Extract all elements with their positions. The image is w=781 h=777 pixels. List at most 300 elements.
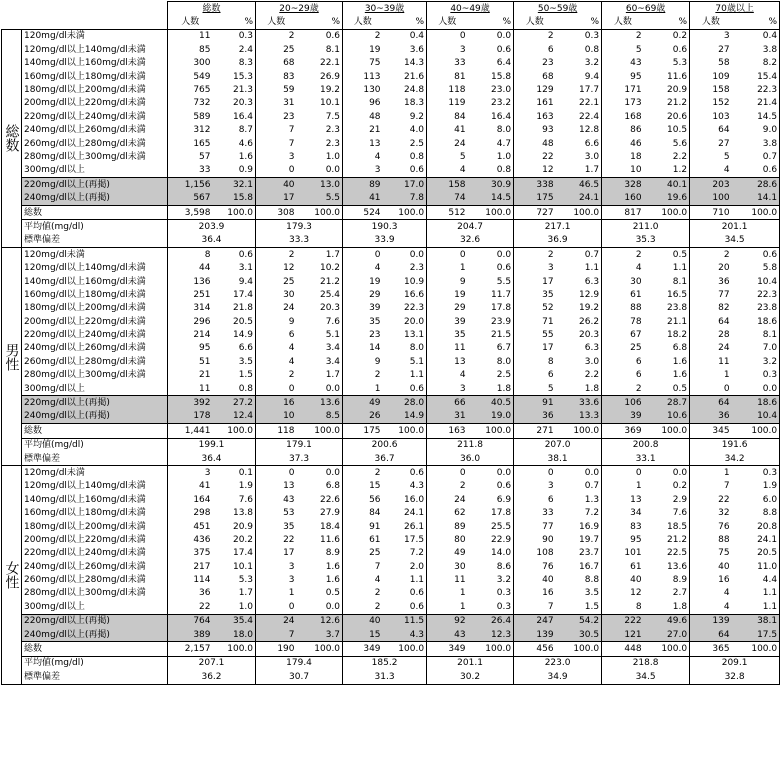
pct-cell: 14.5 — [468, 191, 514, 205]
count-cell: 40 — [690, 560, 732, 573]
pct-cell: 10.4 — [732, 275, 780, 288]
pct-cell: 8.7 — [213, 124, 256, 137]
row-label: 120mg/dl以上140mg/dl未満 — [22, 43, 168, 56]
table-row — [2, 480, 780, 493]
count-cell: 0 — [690, 382, 732, 396]
pct-cell: 21.5 — [468, 328, 514, 341]
count-cell: 27 — [690, 43, 732, 56]
count-cell: 88 — [602, 302, 644, 315]
count-cell: 152 — [690, 97, 732, 110]
count-cell: 80 — [427, 533, 468, 546]
count-cell: 3 — [514, 261, 556, 274]
count-cell: 163 — [427, 424, 468, 438]
sd-cell: 30.2 — [427, 670, 514, 684]
count-cell: 29 — [427, 302, 468, 315]
count-cell: 91 — [514, 396, 556, 410]
count-cell: 9 — [427, 275, 468, 288]
count-cell: 17 — [256, 547, 297, 560]
count-cell: 13 — [427, 355, 468, 368]
count-cell: 1 — [427, 261, 468, 274]
pct-cell: 8.1 — [297, 43, 343, 56]
pct-cell: 24.1 — [556, 191, 602, 205]
pct-cell: 10.9 — [383, 275, 427, 288]
row-label: 200mg/dl以上220mg/dl未満 — [22, 533, 168, 546]
count-cell: 0 — [427, 248, 468, 262]
pct-cell: 100.0 — [732, 424, 780, 438]
pct-cell: 14.5 — [732, 110, 780, 123]
pct-cell: 3.2 — [556, 57, 602, 70]
count-cell: 7 — [256, 628, 297, 642]
sd-cell: 36.9 — [514, 234, 602, 248]
header-group-3 — [427, 2, 514, 16]
pct-cell: 1.3 — [556, 493, 602, 506]
row-label: 300mg/dl以上 — [22, 600, 168, 614]
pct-cell: 22.4 — [556, 110, 602, 123]
cholesterol-table-container — [1, 1, 780, 685]
header-group-5 — [602, 2, 690, 16]
count-cell: 436 — [168, 533, 213, 546]
pct-cell: 1.2 — [644, 164, 690, 178]
count-cell: 2 — [256, 369, 297, 382]
mean-cell: 200.6 — [343, 438, 427, 452]
header-pct: % — [468, 15, 514, 29]
pct-cell: 13.3 — [556, 410, 602, 424]
count-cell: 2 — [343, 369, 383, 382]
count-cell: 113 — [343, 70, 383, 83]
pct-cell: 6.7 — [468, 342, 514, 355]
pct-cell: 18.4 — [297, 520, 343, 533]
pct-cell: 22.9 — [468, 533, 514, 546]
count-cell: 308 — [256, 205, 297, 219]
pct-cell: 5.5 — [468, 275, 514, 288]
count-cell: 2 — [256, 248, 297, 262]
header-pct: % — [556, 15, 602, 29]
pct-cell: 8.8 — [556, 573, 602, 586]
pct-cell: 4.3 — [383, 480, 427, 493]
count-cell: 48 — [343, 110, 383, 123]
count-cell: 66 — [427, 396, 468, 410]
count-cell: 25 — [256, 275, 297, 288]
pct-cell: 2.5 — [468, 369, 514, 382]
pct-cell: 17.7 — [556, 83, 602, 96]
pct-cell: 21.2 — [297, 275, 343, 288]
count-cell: 57 — [168, 150, 213, 163]
pct-cell: 17.4 — [213, 547, 256, 560]
pct-cell: 8.2 — [732, 57, 780, 70]
recap-row — [2, 191, 780, 205]
count-cell: 11 — [427, 573, 468, 586]
pct-cell: 27.0 — [644, 628, 690, 642]
row-label: 160mg/dl以上180mg/dl未満 — [22, 70, 168, 83]
mean-cell: 209.1 — [690, 656, 780, 670]
mean-cell: 217.1 — [514, 220, 602, 234]
pct-cell: 23.8 — [732, 302, 780, 315]
pct-cell: 100.0 — [383, 424, 427, 438]
count-cell: 345 — [690, 424, 732, 438]
pct-cell: 20.5 — [732, 547, 780, 560]
pct-cell: 7.6 — [297, 315, 343, 328]
pct-cell: 0.5 — [297, 587, 343, 600]
row-label: 180mg/dl以上200mg/dl未満 — [22, 83, 168, 96]
pct-cell: 3.2 — [468, 573, 514, 586]
header-group-label: 30~39歳 — [364, 3, 405, 14]
pct-cell: 15.8 — [213, 191, 256, 205]
table-row — [2, 600, 780, 614]
count-cell: 30 — [427, 560, 468, 573]
count-cell: 46 — [602, 137, 644, 150]
count-cell: 17 — [514, 342, 556, 355]
count-cell: 567 — [168, 191, 213, 205]
count-cell: 34 — [602, 506, 644, 519]
recap-row — [2, 396, 780, 410]
pct-cell: 2.5 — [383, 137, 427, 150]
pct-cell: 0.0 — [383, 248, 427, 262]
pct-cell: 8.9 — [297, 547, 343, 560]
count-cell: 29 — [343, 288, 383, 301]
count-cell: 7 — [343, 560, 383, 573]
count-cell: 22 — [256, 533, 297, 546]
header-sub-row — [2, 15, 780, 29]
pct-cell: 100.0 — [468, 642, 514, 656]
pct-cell: 12.9 — [556, 288, 602, 301]
pct-cell: 15.8 — [468, 70, 514, 83]
count-cell: 2 — [602, 248, 644, 262]
cholesterol-distribution-table — [1, 1, 780, 685]
pct-cell: 14.1 — [732, 191, 780, 205]
count-cell: 4 — [256, 342, 297, 355]
pct-cell: 1.1 — [732, 587, 780, 600]
count-cell: 64 — [690, 315, 732, 328]
sd-cell: 36.2 — [168, 670, 256, 684]
header-pct: % — [644, 15, 690, 29]
recap-row — [2, 614, 780, 628]
mean-cell: 211.8 — [427, 438, 514, 452]
count-cell: 175 — [514, 191, 556, 205]
count-cell: 296 — [168, 315, 213, 328]
pct-cell: 1.0 — [297, 150, 343, 163]
pct-cell: 1.6 — [644, 369, 690, 382]
pct-cell: 21.4 — [732, 97, 780, 110]
count-cell: 1 — [427, 600, 468, 614]
row-label: 240mg/dl以上260mg/dl未満 — [22, 124, 168, 137]
header-group-4 — [514, 2, 602, 16]
pct-cell: 0.8 — [383, 150, 427, 163]
pct-cell: 1.6 — [644, 355, 690, 368]
pct-cell: 23.8 — [644, 302, 690, 315]
header-group-6 — [690, 2, 780, 16]
mean-cell: 201.1 — [690, 220, 780, 234]
pct-cell: 2.2 — [644, 150, 690, 163]
count-cell: 75 — [343, 57, 383, 70]
recap-row — [2, 410, 780, 424]
count-cell: 175 — [343, 424, 383, 438]
count-cell: 61 — [602, 560, 644, 573]
count-cell: 83 — [602, 520, 644, 533]
pct-cell: 1.6 — [297, 560, 343, 573]
pct-cell: 100.0 — [468, 205, 514, 219]
header-corner-sub — [2, 15, 168, 29]
pct-cell: 30.9 — [468, 178, 514, 192]
count-cell: 7 — [256, 124, 297, 137]
count-cell: 40 — [602, 573, 644, 586]
pct-cell: 0.6 — [644, 43, 690, 56]
count-cell: 0 — [427, 29, 468, 43]
count-cell: 11 — [427, 342, 468, 355]
pct-cell: 0.7 — [732, 150, 780, 163]
header-group-label: 20~29歳 — [279, 3, 319, 14]
header-pct: % — [732, 15, 780, 29]
pct-cell: 25.5 — [468, 520, 514, 533]
pct-cell: 1.5 — [213, 369, 256, 382]
pct-cell: 13.6 — [644, 560, 690, 573]
count-cell: 5 — [514, 382, 556, 396]
count-cell: 7 — [514, 600, 556, 614]
pct-cell: 1.1 — [383, 573, 427, 586]
table-row — [2, 369, 780, 382]
count-cell: 168 — [602, 110, 644, 123]
count-cell: 1 — [690, 466, 732, 480]
table-row — [2, 110, 780, 123]
count-cell: 16 — [690, 573, 732, 586]
mean-cell: 207.0 — [514, 438, 602, 452]
row-label: 220mg/dl以上(再掲) — [22, 396, 168, 410]
count-cell: 41 — [427, 124, 468, 137]
pct-cell: 19.7 — [556, 533, 602, 546]
count-cell: 74 — [427, 191, 468, 205]
pct-cell: 0.4 — [383, 29, 427, 43]
pct-cell: 100.0 — [556, 424, 602, 438]
row-label: 240mg/dl以上(再掲) — [22, 410, 168, 424]
pct-cell: 23.2 — [468, 97, 514, 110]
pct-cell: 0.2 — [644, 480, 690, 493]
header-pct: % — [213, 15, 256, 29]
count-cell: 298 — [168, 506, 213, 519]
pct-cell: 35.4 — [213, 614, 256, 628]
count-cell: 2 — [343, 29, 383, 43]
pct-cell: 21.2 — [644, 533, 690, 546]
count-cell: 158 — [690, 83, 732, 96]
count-cell: 24 — [690, 342, 732, 355]
pct-cell: 100.0 — [383, 205, 427, 219]
count-cell: 39 — [343, 302, 383, 315]
count-cell: 4 — [343, 573, 383, 586]
row-label: 平均値(mg/dl) — [22, 438, 168, 452]
count-cell: 61 — [602, 288, 644, 301]
count-cell: 3 — [256, 560, 297, 573]
count-cell: 349 — [427, 642, 468, 656]
pct-cell: 0.6 — [468, 261, 514, 274]
pct-cell: 54.2 — [556, 614, 602, 628]
count-cell: 1 — [256, 587, 297, 600]
count-cell: 18 — [602, 150, 644, 163]
pct-cell: 17.4 — [213, 288, 256, 301]
count-cell: 75 — [690, 547, 732, 560]
count-cell: 31 — [256, 97, 297, 110]
count-cell: 2 — [514, 248, 556, 262]
sd-row — [2, 452, 780, 466]
pct-cell: 20.3 — [556, 328, 602, 341]
pct-cell: 19.6 — [644, 191, 690, 205]
pct-cell: 21.8 — [213, 302, 256, 315]
pct-cell: 1.1 — [556, 261, 602, 274]
pct-cell: 5.6 — [644, 137, 690, 150]
table-row — [2, 520, 780, 533]
pct-cell: 100.0 — [732, 642, 780, 656]
count-cell: 86 — [602, 124, 644, 137]
count-cell: 817 — [602, 205, 644, 219]
pct-cell: 9.4 — [556, 70, 602, 83]
total-row — [2, 424, 780, 438]
count-cell: 118 — [256, 424, 297, 438]
row-label: 120mg/dl以上140mg/dl未満 — [22, 480, 168, 493]
count-cell: 338 — [514, 178, 556, 192]
mean-row — [2, 438, 780, 452]
pct-cell: 0.0 — [297, 600, 343, 614]
pct-cell: 3.6 — [383, 43, 427, 56]
pct-cell: 26.2 — [556, 315, 602, 328]
pct-cell: 4.3 — [383, 628, 427, 642]
pct-cell: 14.9 — [383, 410, 427, 424]
header-count: 人数 — [343, 15, 383, 29]
pct-cell: 20.2 — [213, 533, 256, 546]
count-cell: 365 — [690, 642, 732, 656]
count-cell: 11 — [168, 382, 213, 396]
pct-cell: 12.8 — [556, 124, 602, 137]
row-label: 160mg/dl以上180mg/dl未満 — [22, 506, 168, 519]
pct-cell: 16.0 — [383, 493, 427, 506]
count-cell: 158 — [427, 178, 468, 192]
pct-cell: 1.8 — [468, 382, 514, 396]
pct-cell: 2.7 — [644, 587, 690, 600]
pct-cell: 7.2 — [556, 506, 602, 519]
pct-cell: 6.0 — [732, 493, 780, 506]
count-cell: 114 — [168, 573, 213, 586]
count-cell: 0 — [256, 600, 297, 614]
count-cell: 35 — [427, 328, 468, 341]
pct-cell: 11.7 — [468, 288, 514, 301]
count-cell: 43 — [602, 57, 644, 70]
count-cell: 10 — [602, 164, 644, 178]
count-cell: 24 — [427, 137, 468, 150]
section-label: 男性 — [2, 248, 22, 466]
pct-cell: 28.6 — [732, 178, 780, 192]
pct-cell: 0.5 — [644, 248, 690, 262]
count-cell: 2 — [690, 248, 732, 262]
count-cell: 251 — [168, 288, 213, 301]
count-cell: 190 — [256, 642, 297, 656]
count-cell: 4 — [343, 150, 383, 163]
header-group-label: 70歳以上 — [715, 3, 754, 14]
count-cell: 1 — [690, 369, 732, 382]
mean-cell: 179.3 — [256, 220, 343, 234]
sd-cell: 30.7 — [256, 670, 343, 684]
pct-cell: 0.6 — [297, 29, 343, 43]
pct-cell: 100.0 — [644, 205, 690, 219]
pct-cell: 21.3 — [213, 83, 256, 96]
count-cell: 4 — [427, 164, 468, 178]
count-cell: 732 — [168, 97, 213, 110]
mean-cell: 201.1 — [427, 656, 514, 670]
row-label: 標準偏差 — [22, 670, 168, 684]
total-row — [2, 205, 780, 219]
count-cell: 16 — [256, 396, 297, 410]
pct-cell: 3.5 — [213, 355, 256, 368]
pct-cell: 40.1 — [644, 178, 690, 192]
count-cell: 11 — [168, 29, 213, 43]
pct-cell: 3.8 — [732, 137, 780, 150]
pct-cell: 100.0 — [213, 424, 256, 438]
count-cell: 10 — [256, 410, 297, 424]
pct-cell: 0.0 — [297, 382, 343, 396]
pct-cell: 100.0 — [213, 205, 256, 219]
count-cell: 90 — [514, 533, 556, 546]
pct-cell: 11.5 — [383, 614, 427, 628]
count-cell: 77 — [690, 288, 732, 301]
header-count: 人数 — [514, 15, 556, 29]
mean-cell: 204.7 — [427, 220, 514, 234]
count-cell: 95 — [168, 342, 213, 355]
count-cell: 48 — [514, 137, 556, 150]
pct-cell: 23.7 — [556, 547, 602, 560]
count-cell: 23 — [514, 57, 556, 70]
count-cell: 36 — [168, 587, 213, 600]
table-row — [2, 547, 780, 560]
pct-cell: 14.9 — [213, 328, 256, 341]
count-cell: 2 — [514, 29, 556, 43]
pct-cell: 33.6 — [556, 396, 602, 410]
pct-cell: 0.6 — [213, 248, 256, 262]
count-cell: 0 — [256, 382, 297, 396]
count-cell: 36 — [514, 410, 556, 424]
row-label: 220mg/dl以上240mg/dl未満 — [22, 328, 168, 341]
count-cell: 30 — [256, 288, 297, 301]
count-cell: 7 — [256, 137, 297, 150]
count-cell: 55 — [514, 328, 556, 341]
pct-cell: 0.3 — [732, 466, 780, 480]
section-label: 女性 — [2, 466, 22, 684]
pct-cell: 0.7 — [556, 480, 602, 493]
pct-cell: 16.6 — [383, 288, 427, 301]
pct-cell: 1.1 — [732, 600, 780, 614]
count-cell: 83 — [256, 70, 297, 83]
pct-cell: 8.1 — [644, 275, 690, 288]
count-cell: 82 — [690, 302, 732, 315]
pct-cell: 0.6 — [383, 466, 427, 480]
pct-cell: 38.1 — [732, 614, 780, 628]
count-cell: 163 — [514, 110, 556, 123]
pct-cell: 2.3 — [297, 124, 343, 137]
header-group-1 — [256, 2, 343, 16]
count-cell: 0 — [343, 248, 383, 262]
table-row — [2, 150, 780, 163]
count-cell: 8 — [168, 248, 213, 262]
count-cell: 76 — [514, 560, 556, 573]
count-cell: 349 — [343, 642, 383, 656]
pct-cell: 27.2 — [213, 396, 256, 410]
count-cell: 448 — [602, 642, 644, 656]
pct-cell: 8.9 — [644, 573, 690, 586]
row-label: 120mg/dl以上140mg/dl未満 — [22, 261, 168, 274]
count-cell: 14 — [343, 342, 383, 355]
table-row — [2, 302, 780, 315]
count-cell: 25 — [602, 342, 644, 355]
pct-cell: 17.5 — [383, 533, 427, 546]
pct-cell: 22.3 — [732, 83, 780, 96]
count-cell: 91 — [343, 520, 383, 533]
pct-cell: 1.9 — [213, 480, 256, 493]
count-cell: 2,157 — [168, 642, 213, 656]
pct-cell: 0.0 — [732, 382, 780, 396]
